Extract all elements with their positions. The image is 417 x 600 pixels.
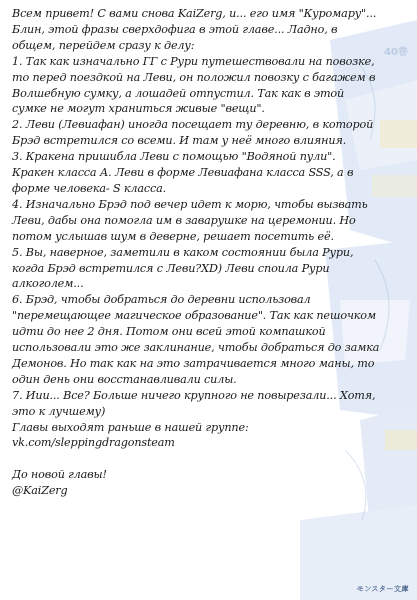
- translator-note: [12, 6, 408, 499]
- note-item-4: 4. Изначально Брэд под вечер идет к морю, чтобы вызвать Леви, дабы она помогла им в заварушке на церемонии. Но потом услышав шум в деверне, решает посетить её.: [12, 197, 368, 243]
- group-link-text: Главы выходят раньше в нашей группе: vk.com/sleppingdragonsteam: [12, 420, 249, 450]
- note-item-5: 5. Вы, наверное, заметили в каком состоянии была Рури, когда Брэд встретился с Леви?XD) Леви споила Рури алкоголем...: [12, 245, 354, 291]
- note-intro: Всем привет! С вами снова KaiZerg, и... его имя "Куромару"... Блин, этой фразы сверхдофига в этой главе... Ладно, в общем, перейдем сразу к делу:: [12, 7, 377, 52]
- cover-badge-text: 40巻: [384, 47, 408, 58]
- publisher-watermark: モンスター文庫: [356, 585, 409, 593]
- note-item-1: 1. Так как изначально ГГ с Рури путешествовали на повозке, то перед поездкой на Леви, он положил повозку с багажем в Волшебную сумку, а лошадей отпустил. Так как в этой сумке не могут храниться живые "вещи".: [12, 54, 376, 116]
- note-item-3: 3. Кракена пришибла Леви с помощью "Водяной пули". Кракен класса А. Леви в форме Левиафана класса SSS, а в форме человека- S класса.: [12, 150, 354, 195]
- note-item-2: 2. Леви (Левиафан) иногда посещает ту деревню, в которой Брэд встретился со всеми. И там у неё много влияния.: [12, 118, 374, 148]
- closing-signature: До новой главы! @KaiZerg: [12, 468, 107, 498]
- note-item-7: 7. Иии... Все? Больше ничего крупного не повырезали... Хотя, это к лучшему): [12, 388, 376, 418]
- note-item-6: 6. Брэд, чтобы добраться до деревни использовал "перемещающее магическое образование". Так как пешочком идти до нее 2 дня. Потом они всей этой компашкой использовали это же заклинание, чтобы добраться до замка Демонов. Но так как на это затрачивается много маны, то один день они восстанавливали силы.: [12, 293, 380, 386]
